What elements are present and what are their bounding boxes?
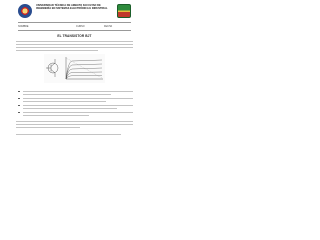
second-paragraph [16,121,133,131]
university-seal-icon [18,4,32,18]
document-page [0,0,149,198]
date-label: FECHA [104,24,113,28]
list-item [18,90,133,96]
faculty-crest-icon [117,4,131,18]
student-info-row [18,22,131,31]
region-list [18,90,133,118]
institution-name: UNIVERSIDAD TÉCNICA DE AMBATO FACULTAD DE INGENIERÍA EN SISTEMAS ELECTRÓNICA E INDUSTRIAL [36,4,108,11]
name-label: NOMBRE [18,24,29,28]
list-item [18,97,133,103]
list-item [18,111,133,117]
page-title: EL TRANSISTOR BJT [57,34,92,38]
document-header [18,4,131,23]
transistor-curves-figure [44,54,105,83]
third-paragraph [16,134,133,137]
course-label: CURSO [76,24,85,28]
list-item [18,104,133,110]
intro-paragraph [16,40,133,52]
